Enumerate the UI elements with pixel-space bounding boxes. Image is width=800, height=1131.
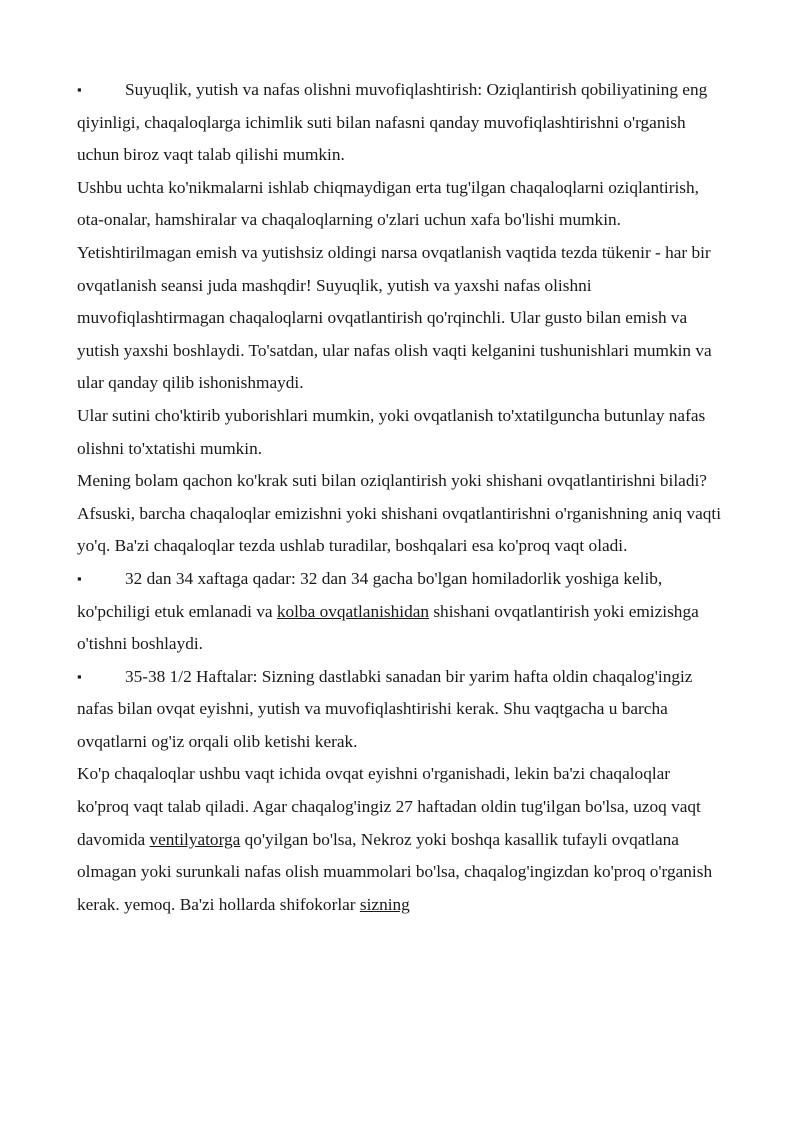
paragraph bbox=[77, 758, 725, 921]
paragraph-text: Ushbu uchta ko'nikmalarni ishlab chiqmaydigan erta tug'ilgan chaqaloqlarni oziqlantirish, ota-onalar, hamshiralar va chaqaloqlarning o'zlari uchun xafa bo'lishi mumkin. bbox=[77, 177, 699, 230]
document-page bbox=[77, 74, 725, 921]
bullet-paragraph bbox=[77, 661, 725, 759]
question-paragraph bbox=[77, 465, 725, 498]
paragraph-text: Yetishtirilmagan emish va yutishsiz oldingi narsa ovqatlanish vaqtida tezda tükenir - har bir ovqatlanish seansi juda mashqdir! Suyuqlik, yutish va yaxshi nafas olishni muvofiqlashtirmagan chaqaloqlarni ovqatlantirish qo'rqinchli. Ular gusto bilan emish va yutish yaxshi boshlaydi. To'satdan, ular nafas olish vaqti kelganini tushunishlari mumkin va ular qanday qilib ishonishmaydi. bbox=[77, 242, 712, 393]
paragraph-text: Ular sutini cho'ktirib yuborishlari mumkin, yoki ovqatlanish to'xtatilguncha butunlay nafas olishni to'xtatishi mumkin. bbox=[77, 405, 706, 458]
paragraph-text: shishani ovqatlantirish yoki emizishga o'tishni boshlaydi. bbox=[77, 601, 699, 654]
paragraph bbox=[77, 237, 725, 400]
paragraph bbox=[77, 172, 725, 237]
bullet-icon: ▪ bbox=[77, 570, 82, 586]
bullet-icon: ▪ bbox=[77, 82, 82, 97]
paragraph-text: Afsuski, barcha chaqaloqlar emizishni yoki shishani ovqatlantirishni o'rganishning aniq vaqti yo'q. Ba'zi chaqaloqlar tezda ushlab turadilar, boshqalari esa ko'proq vaqt oladi. bbox=[77, 503, 721, 556]
paragraph-text: Ko'p chaqaloqlar ushbu vaqt ichida ovqat eyishni o'rganishadi, lekin ba'zi chaqaloqlar ko'proq vaqt talab qiladi. Agar chaqalog'ingiz 27 haftadan oldin tug'ilgan bo'lsa, uzoq vaqt davomida bbox=[77, 764, 701, 849]
link-kolba[interactable]: kolba ovqatlanishidan bbox=[276, 601, 430, 621]
paragraph-text: Suyuqlik, yutish va nafas olishni muvofiqlashtirish: Oziqlantirish qobiliyatining eng qiyinligi, chaqaloqlarga ichimlik suti bilan nafasni qanday muvofiqlashtirishni o'rganish uchun biroz vaqt talab qilishi mumkin. bbox=[77, 80, 708, 165]
bullet-icon: ▪ bbox=[77, 668, 82, 684]
bullet-paragraph bbox=[77, 74, 725, 172]
link-sizning[interactable]: sizning bbox=[359, 894, 410, 914]
link-ventilyator[interactable]: ventilyatorga bbox=[149, 829, 241, 849]
paragraph-text: Mening bolam qachon ko'krak suti bilan oziqlantirish yoki shishani ovqatlantirishni biladi? bbox=[77, 471, 707, 491]
paragraph bbox=[77, 498, 725, 563]
paragraph bbox=[77, 400, 725, 465]
paragraph-text: 32 dan 34 xaftaga qadar: 32 dan 34 gacha bo'lgan homiladorlik yoshiga kelib, ko'pchiligi etuk emlanadi va bbox=[77, 568, 663, 621]
paragraph-text: 35-38 1/2 Haftalar: Sizning dastlabki sanadan bir yarim hafta oldin chaqalog'ingiz nafas bilan ovqat eyishni, yutish va muvofiqlashtirishi kerak. Shu vaqtgacha u barcha ovqatlarni og'iz orqali olib ketishi kerak. bbox=[77, 666, 693, 751]
bullet-paragraph bbox=[77, 563, 725, 661]
paragraph-text: qo'yilgan bo'lsa, Nekroz yoki boshqa kasallik tufayli ovqatlana olmagan yoki surunkali nafas olish muammolari bo'lsa, chaqalog'ingizdan ko'proq o'rganish kerak. yemoq. Ba'zi hollarda shifokorlar bbox=[77, 829, 713, 914]
